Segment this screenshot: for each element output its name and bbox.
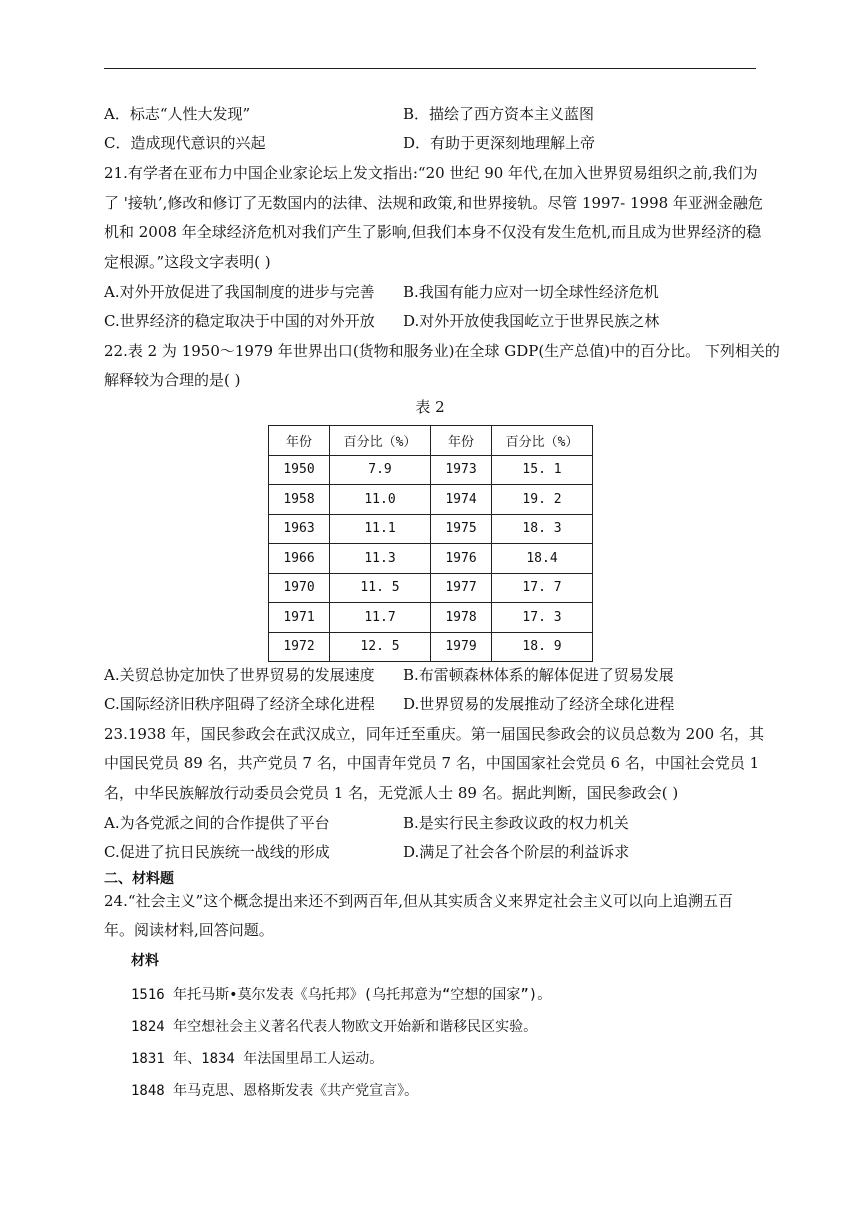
section-heading: 二、材料题 <box>104 871 174 887</box>
q23-option-d: D.满足了社会各个阶层的利益诉求 <box>403 843 630 861</box>
cell-year: 1950 <box>269 455 330 485</box>
cell-year: 1975 <box>431 514 492 544</box>
q21-stem-line-4: 定根源。”这段文字表明( ) <box>104 253 271 271</box>
header-year-2: 年份 <box>431 426 492 456</box>
q21-option-a: A.对外开放促进了我国制度的进步与完善 <box>104 283 375 301</box>
cell-year: 1976 <box>431 544 492 574</box>
q22-option-b: B.布雷顿森林体系的解体促进了贸易发展 <box>403 666 674 684</box>
cell-year: 1978 <box>431 603 492 633</box>
cell-percent: 15. 1 <box>492 455 593 485</box>
q22-stem-line-1: 22.表 2 为 1950～1979 年世界出口(货物和服务业)在全球 GDP(生产总值)中的百分比。 下列相关的 <box>104 342 780 360</box>
cell-year: 1974 <box>431 485 492 515</box>
cell-year: 1963 <box>269 514 330 544</box>
cell-percent: 17. 3 <box>492 603 593 633</box>
q20-option-d: D．有助于更深刻地理解上帝 <box>403 134 596 152</box>
q22-option-a: A.关贸总协定加快了世界贸易的发展速度 <box>104 666 375 684</box>
q22-stem-line-2: 解释较为合理的是( ) <box>104 371 241 389</box>
material-label: 材料 <box>131 953 159 969</box>
material-item: 1848 年马克思、恩格斯发表《共产党宣言》。 <box>131 1083 419 1099</box>
material-item: 1516 年托马斯•莫尔发表《乌托邦》(乌托邦意为“空想的国家”)。 <box>131 987 552 1003</box>
q22-option-c: C.国际经济旧秩序阻碍了经济全球化进程 <box>104 695 375 713</box>
table-row <box>269 455 593 485</box>
cell-percent: 7.9 <box>330 455 431 485</box>
q23-stem-line-3: 名，中华民族解放行动委员会党员 1 名，无党派人士 89 名。据此判断，国民参政会( ) <box>104 784 679 802</box>
material-item: 1824 年空想社会主义著名代表人物欧文开始新和谐移民区实验。 <box>131 1019 538 1035</box>
cell-percent: 19. 2 <box>492 485 593 515</box>
cell-percent: 11.3 <box>330 544 431 574</box>
table-row <box>269 485 593 515</box>
export-percentage-table <box>268 425 593 662</box>
q23-option-b: B.是实行民主参政议政的权力机关 <box>403 814 629 832</box>
cell-percent: 11.0 <box>330 485 431 515</box>
cell-percent: 18. 9 <box>492 632 593 662</box>
q21-stem-line-2: 了 '接轨’,修改和修订了无数国内的法律、法规和政策,和世界接轨。尽管 1997- 1998 年亚洲金融危 <box>104 194 763 212</box>
q24-stem-line-1: 24.“社会主义”这个概念提出来还不到两百年,但从其实质含义来界定社会主义可以向上追溯五百 <box>104 892 733 910</box>
q23-stem-line-2: 中国民党员 89 名，共产党员 7 名，中国青年党员 7 名，中国国家社会党员 6 名，中国社会党员 1 <box>104 754 760 772</box>
cell-year: 1979 <box>431 632 492 662</box>
q24-stem-line-2: 年。阅读材料,回答问题。 <box>104 921 274 939</box>
header-year-1: 年份 <box>269 426 330 456</box>
cell-percent: 12. 5 <box>330 632 431 662</box>
cell-percent: 11.1 <box>330 514 431 544</box>
cell-year: 1966 <box>269 544 330 574</box>
q23-option-c: C.促进了抗日民族统一战线的形成 <box>104 843 330 861</box>
table-row <box>269 544 593 574</box>
cell-year: 1973 <box>431 455 492 485</box>
q23-option-a: A.为各党派之间的合作提供了平台 <box>104 814 330 832</box>
material-item: 1831 年、1834 年法国里昂工人运动。 <box>131 1051 384 1067</box>
q21-stem-line-1: 21.有学者在亚布力中国企业家论坛上发文指出:“20 世纪 90 年代,在加入世界贸易组织之前,我们为 <box>104 164 758 182</box>
cell-percent: 17. 7 <box>492 573 593 603</box>
q23-stem-line-1: 23.1938 年，国民参政会在武汉成立，同年迁至重庆。第一届国民参政会的议员总数为 200 名，其 <box>104 725 764 743</box>
cell-percent: 18. 3 <box>492 514 593 544</box>
header-rule <box>104 68 756 69</box>
cell-year: 1971 <box>269 603 330 633</box>
q21-stem-line-3: 机和 2008 年全球经济危机对我们产生了影响,但我们本身不仅没有发生危机,而且成为世界经济的稳 <box>104 223 762 241</box>
cell-percent: 18.4 <box>492 544 593 574</box>
q20-option-c: C．造成现代意识的兴起 <box>104 134 266 152</box>
table-row <box>269 514 593 544</box>
q21-option-d: D.对外开放使我国屹立于世界民族之林 <box>403 312 660 330</box>
table-row <box>269 573 593 603</box>
header-percent-1: 百分比（%） <box>330 426 431 456</box>
table-row <box>269 603 593 633</box>
cell-percent: 11. 5 <box>330 573 431 603</box>
table-caption: 表 2 <box>415 398 445 416</box>
q22-option-d: D.世界贸易的发展推动了经济全球化进程 <box>403 695 675 713</box>
cell-year: 1977 <box>431 573 492 603</box>
cell-percent: 11.7 <box>330 603 431 633</box>
cell-year: 1970 <box>269 573 330 603</box>
header-percent-2: 百分比（%） <box>492 426 593 456</box>
table-row <box>269 632 593 662</box>
q21-option-c: C.世界经济的稳定取决于中国的对外开放 <box>104 312 375 330</box>
cell-year: 1958 <box>269 485 330 515</box>
cell-year: 1972 <box>269 632 330 662</box>
q20-option-a: A．标志“人性大发现” <box>104 105 251 123</box>
q21-option-b: B.我国有能力应对一切全球性经济危机 <box>403 283 659 301</box>
q20-option-b: B．描绘了西方资本主义蓝图 <box>403 105 595 123</box>
table-header-row <box>269 426 593 456</box>
